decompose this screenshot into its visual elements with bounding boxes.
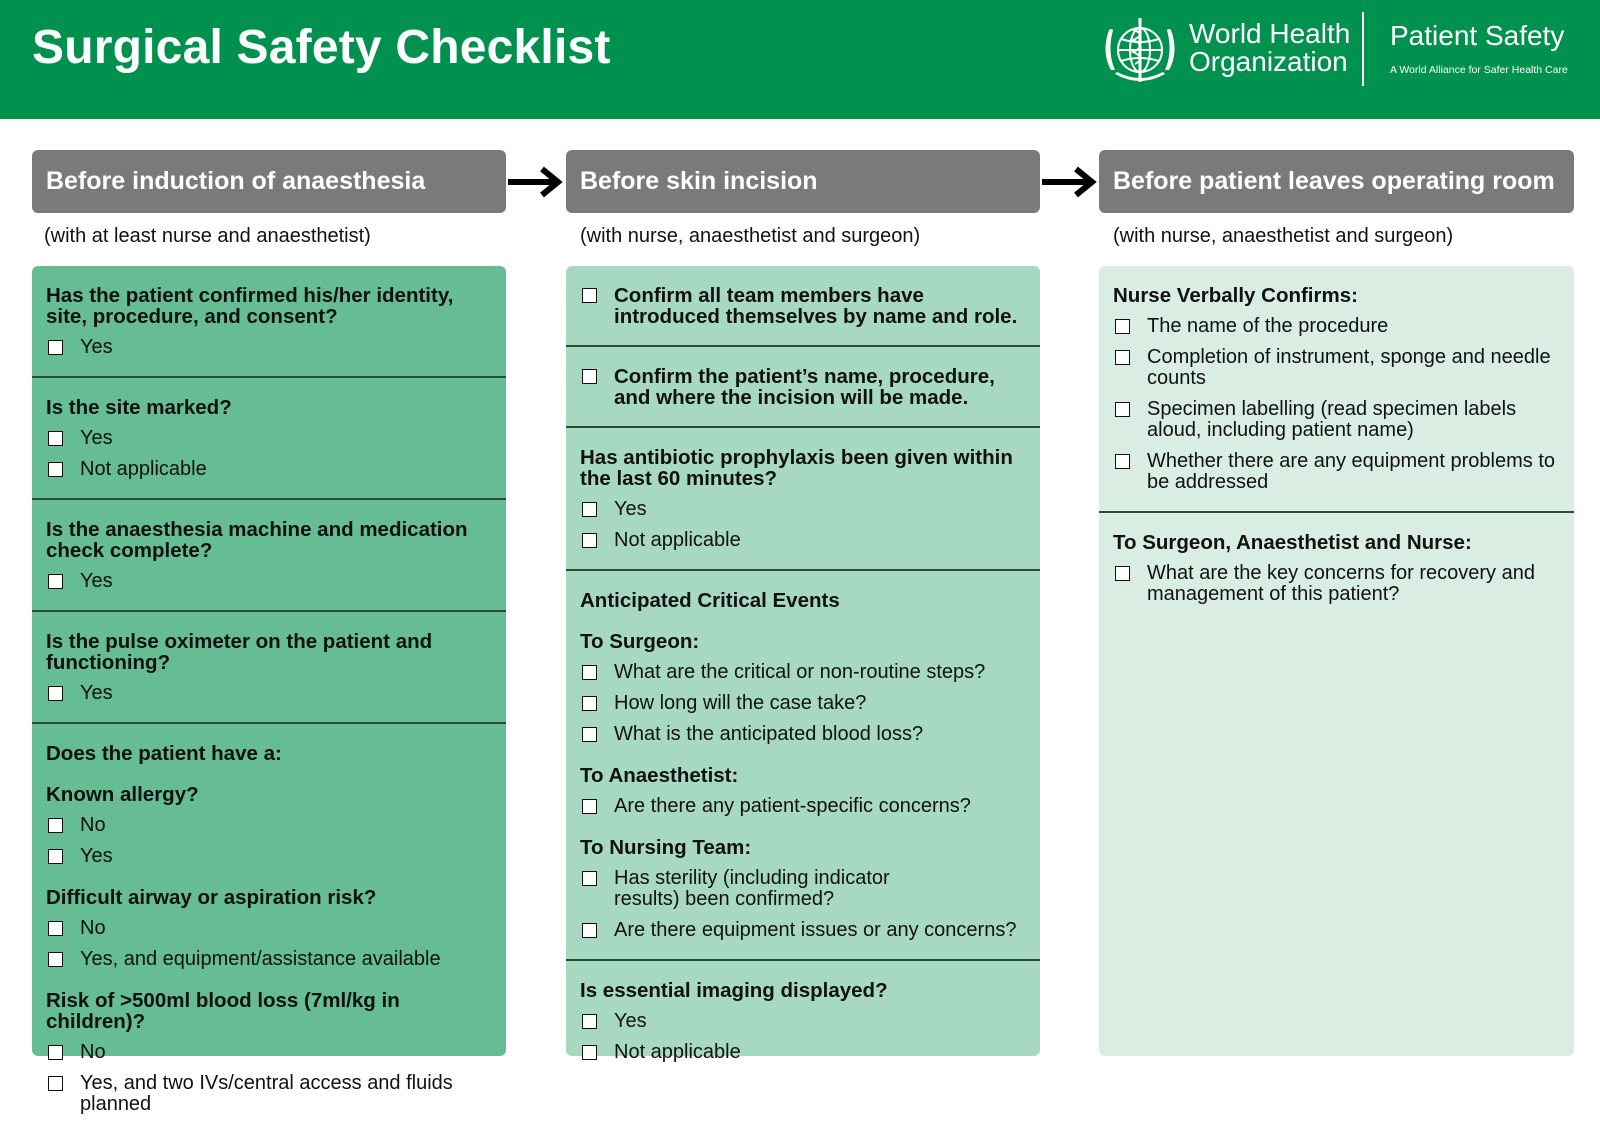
option-label: Whether there are any equipment problems to be addressed	[1147, 450, 1555, 493]
option-label: How long will the case take?	[614, 692, 867, 714]
checkbox-option[interactable]	[580, 366, 1026, 408]
checkbox[interactable]	[582, 727, 597, 742]
option-label: Yes, and two IVs/central access and fluids planned	[80, 1072, 453, 1115]
checkbox-option[interactable]	[46, 949, 492, 970]
checklist-section	[566, 959, 1040, 1081]
checkbox-option[interactable]	[580, 662, 1026, 683]
checkbox[interactable]	[582, 696, 597, 711]
checkbox[interactable]	[1115, 319, 1130, 334]
question: Is essential imaging displayed?	[580, 979, 888, 1002]
option-label: Completion of instrument, sponge and needle counts	[1147, 346, 1551, 389]
subquestion: To Anaesthetist:	[580, 764, 739, 787]
program-subtitle: A World Alliance for Safer Health Care	[1390, 64, 1568, 76]
checkbox[interactable]	[48, 921, 63, 936]
option-label: Has sterility (including indicator results) been confirmed?	[614, 867, 890, 910]
subquestion: Difficult airway or aspiration risk?	[46, 886, 377, 909]
checkbox[interactable]	[48, 818, 63, 833]
phase-2-header: Before skin incision	[566, 150, 1040, 213]
checkbox[interactable]	[582, 502, 597, 517]
checkbox-option[interactable]	[46, 683, 492, 704]
checkbox-option[interactable]	[46, 918, 492, 939]
option-label: Yes, and equipment/assistance available	[80, 948, 441, 970]
program-title: Patient Safety	[1390, 20, 1565, 51]
question: Does the patient have a:	[46, 742, 282, 765]
checkbox[interactable]	[48, 686, 63, 701]
checkbox[interactable]	[582, 1014, 597, 1029]
who-emblem-icon	[1097, 12, 1183, 88]
checkbox-option[interactable]	[46, 846, 492, 867]
subquestion: Known allergy?	[46, 783, 199, 806]
checkbox[interactable]	[48, 462, 63, 477]
organization-name	[1189, 20, 1350, 76]
option-label: Yes	[80, 570, 113, 592]
phase-1-panel	[32, 266, 506, 1115]
checkbox[interactable]	[582, 665, 597, 680]
phase-2-team: (with nurse, anaesthetist and surgeon)	[580, 225, 921, 247]
phase-3-team: (with nurse, anaesthetist and surgeon)	[1113, 225, 1454, 247]
checklist-section	[32, 376, 506, 498]
arrow-right-icon	[1042, 164, 1098, 200]
option-label: What are the key concerns for recovery and management of this patient?	[1147, 562, 1535, 605]
option-label: Are there any patient-specific concerns?	[614, 795, 971, 817]
checkbox[interactable]	[1115, 566, 1130, 581]
option-label: Not applicable	[80, 458, 207, 480]
option-label: The name of the procedure	[1147, 315, 1389, 337]
option-label: Yes	[80, 845, 113, 867]
checkbox-option[interactable]	[580, 693, 1026, 714]
phase-2-panel	[566, 266, 1040, 1063]
checkbox-option[interactable]	[580, 796, 1026, 817]
subquestion: To Nursing Team:	[580, 836, 752, 859]
option-label: Confirm the patient’s name, procedure, and where the incision will be made.	[614, 365, 995, 409]
checkbox[interactable]	[582, 533, 597, 548]
checkbox-option[interactable]	[46, 459, 492, 480]
checkbox-option[interactable]	[1113, 347, 1560, 389]
phase-1-team: (with at least nurse and anaesthetist)	[44, 225, 371, 247]
checkbox-option[interactable]	[1113, 563, 1560, 605]
checkbox[interactable]	[1115, 454, 1130, 469]
checkbox[interactable]	[48, 1076, 63, 1091]
question: Anticipated Critical Events	[580, 589, 840, 612]
checkbox-option[interactable]	[46, 571, 492, 592]
organization-name-line-1: World Health	[1189, 18, 1351, 49]
checkbox[interactable]	[48, 849, 63, 864]
question: Has the patient confirmed his/her identity, site, procedure, and consent?	[46, 284, 454, 328]
checkbox-option[interactable]	[46, 337, 492, 358]
checklist-section	[1099, 511, 1574, 623]
banner-divider	[1362, 12, 1364, 86]
checklist-section	[32, 610, 506, 722]
checklist-section	[566, 569, 1040, 959]
option-label: Yes	[614, 1010, 647, 1032]
phase-3-header: Before patient leaves operating room	[1099, 150, 1574, 213]
question: Is the site marked?	[46, 396, 232, 419]
checkbox-option[interactable]	[46, 1073, 492, 1115]
checklist-section	[32, 722, 506, 1133]
subquestion: Risk of >500ml blood loss (7ml/kg in children)?	[46, 989, 400, 1033]
checkbox-option[interactable]	[580, 530, 1026, 551]
checkbox-option[interactable]	[46, 1042, 492, 1063]
checkbox-option[interactable]	[580, 499, 1026, 520]
checkbox[interactable]	[1115, 350, 1130, 365]
checkbox-option[interactable]	[580, 285, 1026, 327]
option-label: Not applicable	[614, 529, 741, 551]
option-label: Yes	[80, 682, 113, 704]
checkbox-option[interactable]	[580, 1042, 1026, 1063]
checkbox[interactable]	[48, 1045, 63, 1060]
checkbox[interactable]	[582, 288, 597, 303]
option-label: Yes	[80, 336, 113, 358]
checkbox-option[interactable]	[580, 1011, 1026, 1032]
checkbox-option[interactable]	[580, 724, 1026, 745]
option-label: No	[80, 1041, 106, 1063]
option-label: What is the anticipated blood loss?	[614, 723, 924, 745]
option-label: Confirm all team members have introduced themselves by name and role.	[614, 284, 1018, 328]
checkbox-option[interactable]	[46, 815, 492, 836]
option-label: What are the critical or non-routine steps?	[614, 661, 986, 683]
option-label: Not applicable	[614, 1041, 741, 1063]
checkbox[interactable]	[582, 369, 597, 384]
organization-name-line-2: Organization	[1189, 46, 1348, 77]
option-label: Yes	[614, 498, 647, 520]
option-label: No	[80, 917, 106, 939]
question: Has antibiotic prophylaxis been given within the last 60 minutes?	[580, 446, 1013, 490]
checkbox[interactable]	[582, 1045, 597, 1060]
checkbox-option[interactable]	[1113, 316, 1560, 337]
checkbox-option[interactable]	[580, 868, 1026, 910]
checklist-section	[32, 498, 506, 610]
checkbox[interactable]	[48, 952, 63, 967]
option-label: Are there equipment issues or any concerns?	[614, 919, 1017, 941]
checklist-section	[566, 345, 1040, 426]
checkbox[interactable]	[48, 574, 63, 589]
checklist-section	[32, 266, 506, 376]
question: Nurse Verbally Confirms:	[1113, 284, 1358, 307]
question: Is the anaesthesia machine and medication check complete?	[46, 518, 468, 562]
checklist-section	[1099, 266, 1574, 511]
phase-3-panel	[1099, 266, 1574, 1056]
checkbox[interactable]	[582, 799, 597, 814]
checkbox[interactable]	[582, 923, 597, 938]
checkbox[interactable]	[1115, 402, 1130, 417]
checkbox[interactable]	[48, 340, 63, 355]
header-banner	[0, 0, 1600, 119]
checkbox[interactable]	[582, 871, 597, 886]
checkbox[interactable]	[48, 431, 63, 446]
checklist-section	[566, 266, 1040, 345]
phase-1-header: Before induction of anaesthesia	[32, 150, 506, 213]
question: Is the pulse oximeter on the patient and functioning?	[46, 630, 433, 674]
option-label: Specimen labelling (read specimen labels aloud, including patient name)	[1147, 398, 1517, 441]
checkbox-option[interactable]	[1113, 451, 1560, 493]
arrow-right-icon	[508, 164, 564, 200]
page-title: Surgical Safety Checklist	[32, 21, 611, 74]
option-label: Yes	[80, 427, 113, 449]
checkbox-option[interactable]	[46, 428, 492, 449]
checkbox-option[interactable]	[580, 920, 1026, 941]
checklist-section	[566, 426, 1040, 569]
question: To Surgeon, Anaesthetist and Nurse:	[1113, 531, 1472, 554]
checkbox-option[interactable]	[1113, 399, 1560, 441]
subquestion: To Surgeon:	[580, 630, 700, 653]
option-label: No	[80, 814, 106, 836]
